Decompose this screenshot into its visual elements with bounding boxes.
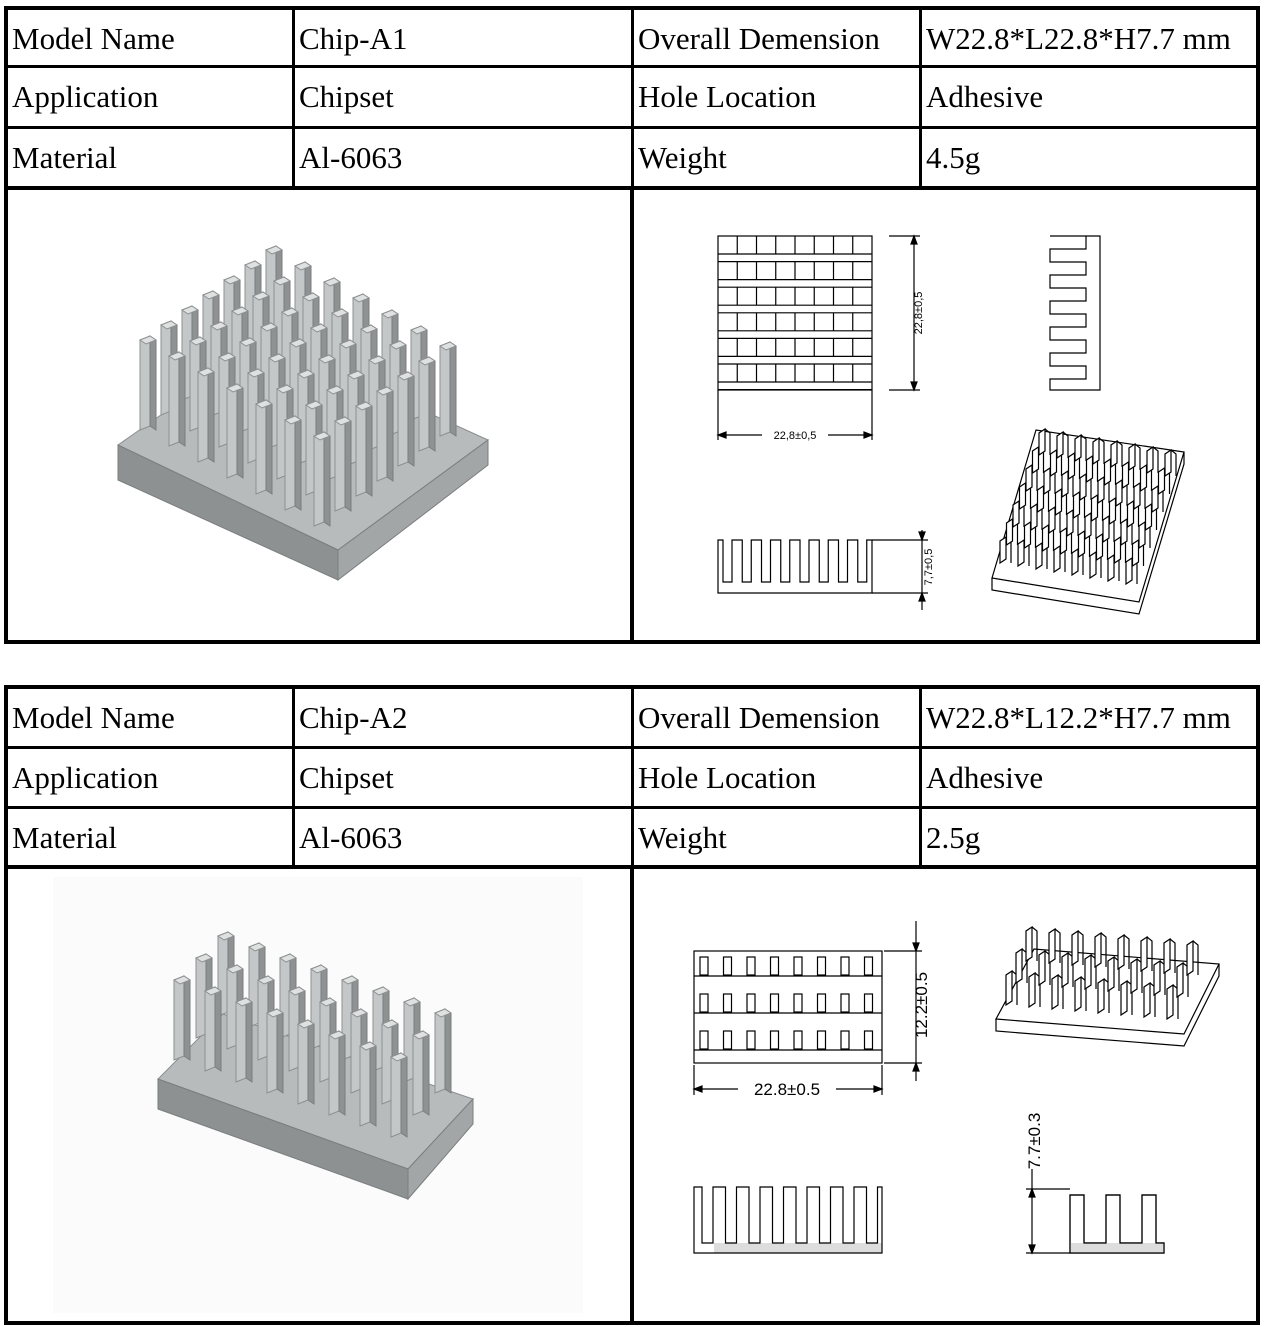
technical-drawing bbox=[634, 190, 1256, 640]
label-weight: Weight bbox=[634, 129, 922, 186]
technical-drawing-image bbox=[634, 869, 1260, 1321]
dim-height-label: 7.7±0.3 bbox=[1025, 1112, 1044, 1170]
value-model-name: Chip-A1 bbox=[295, 10, 634, 65]
label-material: Material bbox=[8, 809, 295, 865]
label-weight: Weight bbox=[634, 809, 922, 865]
isometric-view bbox=[992, 429, 1184, 614]
value-material: Al-6063 bbox=[295, 809, 634, 865]
heatsink-photo bbox=[8, 869, 634, 1321]
technical-drawing-image bbox=[634, 190, 1260, 640]
value-material: Al-6063 bbox=[295, 129, 634, 186]
isometric-view bbox=[996, 927, 1219, 1046]
value-application: Chipset bbox=[295, 68, 634, 126]
front-view bbox=[718, 540, 872, 593]
front-view bbox=[694, 1187, 882, 1253]
label-overall-dimension: Overall Demension bbox=[634, 10, 922, 65]
dim-height-label: 7,7±0,5 bbox=[923, 548, 935, 586]
value-model-name: Chip-A2 bbox=[295, 689, 634, 746]
side-view bbox=[1050, 236, 1100, 390]
value-weight: 2.5g bbox=[926, 820, 981, 855]
dim-length-label: 12.2±0.5 bbox=[912, 971, 931, 1039]
value-overall-dimension: W22.8*L12.2*H7.7 mm bbox=[926, 700, 1231, 735]
top-view bbox=[718, 236, 872, 390]
label-model-name: Model Name bbox=[8, 10, 295, 65]
dim-length-label: 22,8±0,5 bbox=[913, 291, 925, 335]
value-application: Chipset bbox=[295, 749, 634, 806]
spec-row-application bbox=[8, 749, 1256, 809]
spec-row-model bbox=[8, 10, 1256, 68]
spec-row-material bbox=[8, 809, 1256, 869]
heatsink-photo-image bbox=[8, 869, 630, 1321]
image-panel bbox=[8, 869, 1256, 1321]
image-panel bbox=[8, 190, 1256, 640]
value-overall-dimension: W22.8*L22.8*H7.7 mm bbox=[926, 21, 1231, 56]
dim-width-label: 22,8±0,5 bbox=[773, 430, 817, 442]
spec-row-model bbox=[8, 689, 1256, 749]
value-hole-location: Adhesive bbox=[926, 760, 1044, 795]
spec-sheet-chip-a1 bbox=[4, 6, 1260, 644]
value-weight: 4.5g bbox=[926, 140, 981, 175]
top-view bbox=[694, 951, 882, 1063]
label-hole-location: Hole Location bbox=[634, 68, 922, 126]
label-model-name: Model Name bbox=[8, 689, 295, 746]
heatsink-photo-image bbox=[8, 190, 630, 640]
label-hole-location: Hole Location bbox=[634, 749, 922, 806]
heatsink-photo bbox=[8, 190, 634, 640]
label-application: Application bbox=[8, 749, 295, 806]
value-hole-location: Adhesive bbox=[926, 79, 1044, 114]
spec-row-material bbox=[8, 129, 1256, 190]
technical-drawing bbox=[634, 869, 1256, 1321]
spec-sheet-chip-a2 bbox=[4, 685, 1260, 1325]
label-application: Application bbox=[8, 68, 295, 126]
label-overall-dimension: Overall Demension bbox=[634, 689, 922, 746]
label-material: Material bbox=[8, 129, 295, 186]
spec-row-application bbox=[8, 68, 1256, 129]
dim-width-label: 22.8±0.5 bbox=[753, 1080, 821, 1099]
